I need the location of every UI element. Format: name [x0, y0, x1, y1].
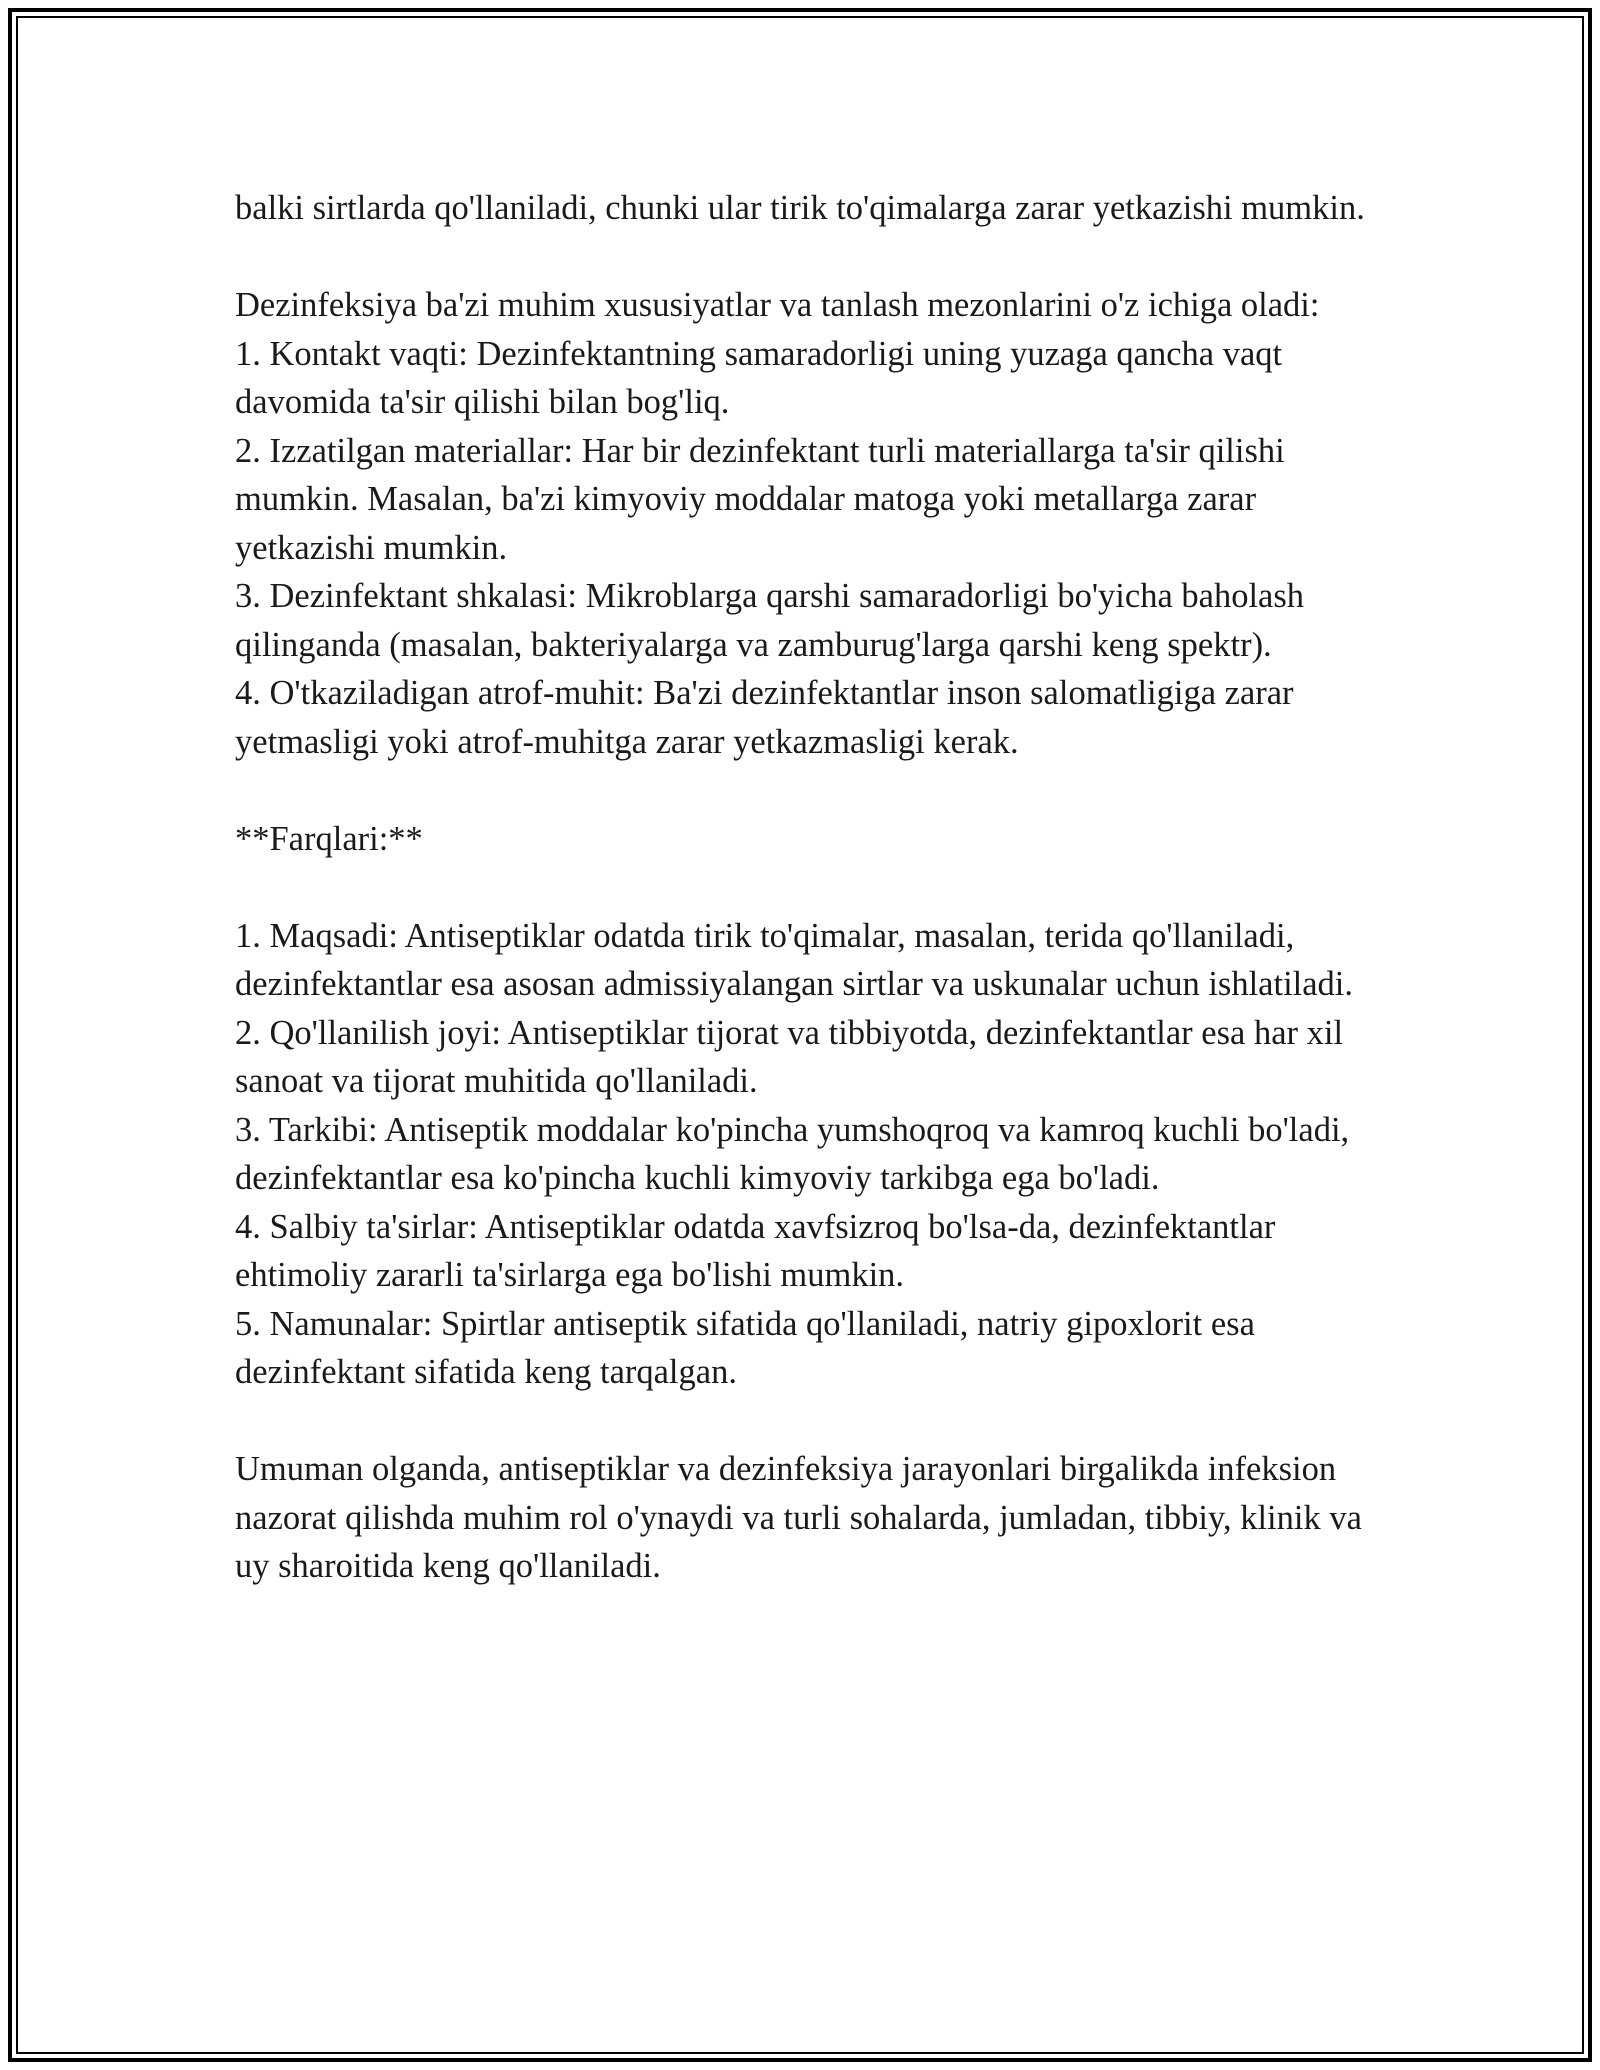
- differences-item: 4. Salbiy ta'sirlar: Antiseptiklar odatda xavfsizroq bo'lsa-da, dezinfektantlar ehtimoliy zararli ta'sirlarga ega bo'lishi mumkin.: [235, 1207, 1276, 1294]
- paragraph-spacer: [235, 233, 1375, 282]
- paragraph-spacer: [235, 1397, 1375, 1446]
- differences-item: 3. Tarkibi: Antiseptik moddalar ko'pincha yumshoqroq va kamroq kuchli bo'ladi, dezinfektantlar esa ko'pincha kuchli kimyoviy tarkibga ega bo'ladi.: [235, 1110, 1350, 1197]
- document-body: [235, 184, 1375, 1591]
- differences-item: 2. Qo'llanilish joyi: Antiseptiklar tijorat va tibbiyotda, dezinfektantlar esa har xil sanoat va tijorat muhitida qo'llaniladi.: [235, 1013, 1344, 1100]
- paragraph-spacer: [235, 863, 1375, 912]
- disinfection-item: 3. Dezinfektant shkalasi: Mikroblarga qarshi samaradorligi bo'yicha baholash qilinganda (masalan, bakteriyalarga va zamburug'larga qarshi keng spektr).: [235, 577, 1305, 664]
- conclusion-paragraph: Umuman olganda, antiseptiklar va dezinfeksiya jarayonlari birgalikda infeksion nazorat qilishda muhim rol o'ynaydi va turli sohalarda, jumladan, tibbiy, klinik va uy sharoitida keng qo'llaniladi.: [235, 1450, 1362, 1585]
- disinfection-heading: Dezinfeksiya ba'zi muhim xususiyatlar va tanlash mezonlarini o'z ichiga oladi:: [235, 286, 1320, 324]
- differences-heading: **Farqlari:**: [235, 819, 423, 858]
- intro-continuation: balki sirtlarda qo'llaniladi, chunki ular tirik to'qimalarga zarar yetkazishi mumkin.: [235, 189, 1365, 227]
- differences-item: 5. Namunalar: Spirtlar antiseptik sifatida qo'llaniladi, natriy gipoxlorit esa dezinfektant sifatida keng tarqalgan.: [235, 1304, 1255, 1391]
- disinfection-item: 1. Kontakt vaqti: Dezinfektantning samaradorligi uning yuzaga qancha vaqt davomida ta'sir qilishi bilan bog'liq.: [235, 334, 1283, 421]
- paragraph-spacer: [235, 766, 1375, 815]
- disinfection-item: 4. O'tkaziladigan atrof-muhit: Ba'zi dezinfektantlar inson salomatligiga zarar yetmasligi yoki atrof-muhitga zarar yetkazmasligi kerak.: [235, 674, 1294, 761]
- disinfection-item: 2. Izzatilgan materiallar: Har bir dezinfektant turli materiallarga ta'sir qilishi mumkin. Masalan, ba'zi kimyoviy moddalar matoga yoki metallarga zarar yetkazishi mumkin.: [235, 431, 1285, 567]
- differences-item: 1. Maqsadi: Antiseptiklar odatda tirik to'qimalar, masalan, terida qo'llaniladi, dezinfektantlar esa asosan admissiyalangan sirtlar va uskunalar uchun ishlatiladi.: [235, 916, 1354, 1003]
